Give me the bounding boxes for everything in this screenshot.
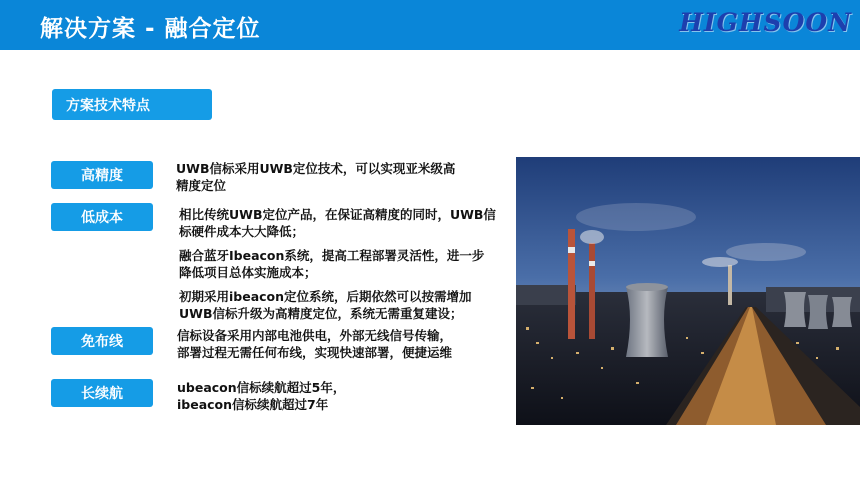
- feature-tag-low-cost: 低成本: [51, 203, 153, 231]
- desc-line: UWB信标升级为高精度定位，系统无需重复建设；: [179, 306, 463, 321]
- desc-line: 初期采用ibeacon定位系统，后期依然可以按需增加: [179, 289, 472, 304]
- feature-desc-battery: [177, 379, 345, 413]
- feature-tag-wireless: 免布线: [51, 327, 153, 355]
- section-label-text: 方案技术特点: [66, 98, 150, 114]
- feature-tag-high-precision: 高精度: [51, 161, 153, 189]
- feature-desc-high-precision: [176, 160, 455, 194]
- feature-desc-low-cost-1: [179, 206, 496, 240]
- feature-desc-wireless: [177, 327, 452, 361]
- desc-line: 部署过程无需任何布线，实现快速部署，便捷运维: [177, 345, 453, 360]
- slide-title: 解决方案 - 融合定位: [40, 16, 261, 42]
- desc-line: UWB信标采用UWB定位技术，可以实现亚米级高: [176, 161, 456, 176]
- power-plant-photo: [516, 157, 860, 425]
- section-label: [52, 89, 212, 120]
- desc-line: 相比传统UWB定位产品，在保证高精度的同时，UWB信: [179, 207, 496, 222]
- desc-line: 标硬件成本大大降低；: [179, 224, 305, 239]
- desc-line: 降低项目总体实施成本；: [179, 265, 317, 280]
- feature-tag-battery: 长续航: [51, 379, 153, 407]
- feature-desc-low-cost-2: [179, 247, 484, 281]
- desc-line: ibeacon信标续航超过7年: [177, 397, 329, 412]
- desc-line: ubeacon信标续航超过5年，: [177, 380, 346, 395]
- desc-line: 精度定位: [176, 178, 227, 193]
- desc-line: 融合蓝牙Ibeacon系统，提高工程部署灵活性，进一步: [179, 248, 485, 263]
- power-plant-image: [516, 157, 860, 425]
- brand-logo: HIGHSOON: [679, 8, 852, 37]
- desc-line: 信标设备采用内部电池供电，外部无线信号传输，: [177, 328, 453, 343]
- feature-desc-low-cost-3: [179, 288, 472, 322]
